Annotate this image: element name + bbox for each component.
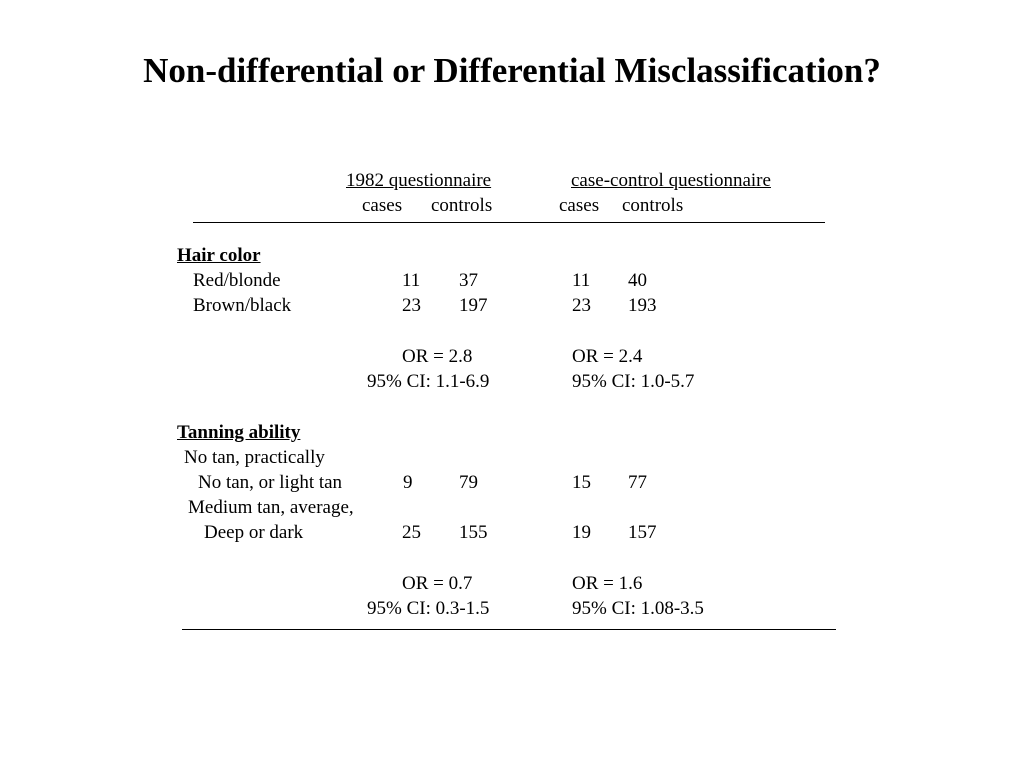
row-label-red-blonde: Red/blonde [193, 270, 281, 291]
cell-1982-cases: 9 [403, 472, 413, 493]
confidence-interval-cc: 95% CI: 1.08-3.5 [572, 598, 704, 619]
odds-ratio-cc: OR = 2.4 [572, 346, 643, 367]
cell-1982-controls: 79 [459, 472, 478, 493]
odds-ratio-1982: OR = 0.7 [402, 573, 473, 594]
header-cases-1982: cases [362, 195, 403, 216]
hair-color-heading: Hair color [177, 245, 261, 266]
confidence-interval-cc: 95% CI: 1.0-5.7 [572, 371, 695, 392]
header-1982-questionnaire: 1982 questionnaire [346, 170, 492, 191]
header-controls-1982: controls [431, 195, 493, 216]
confidence-interval-1982: 95% CI: 1.1-6.9 [367, 371, 490, 392]
cell-cc-cases: 23 [572, 295, 591, 316]
cell-cc-cases: 19 [572, 522, 591, 543]
cell-cc-controls: 157 [628, 522, 657, 543]
cell-1982-cases: 25 [402, 522, 421, 543]
header-cases-cc: cases [559, 195, 600, 216]
odds-ratio-cc: OR = 1.6 [572, 573, 643, 594]
cell-1982-controls: 197 [459, 295, 488, 316]
cell-cc-cases: 11 [572, 270, 591, 291]
tanning-ability-heading: Tanning ability [177, 422, 301, 443]
cell-cc-controls: 193 [628, 295, 657, 316]
cell-1982-controls: 37 [459, 270, 478, 291]
row-label-line1: No tan, practically [184, 447, 325, 468]
row-label-brown-black: Brown/black [193, 295, 292, 316]
row-label-line2: Deep or dark [204, 522, 304, 543]
header-case-control-questionnaire: case-control questionnaire [571, 170, 771, 191]
cell-cc-controls: 40 [628, 270, 647, 291]
row-label-line2: No tan, or light tan [198, 472, 343, 493]
cell-1982-controls: 155 [459, 522, 488, 543]
header-controls-cc: controls [622, 195, 684, 216]
odds-ratio-1982: OR = 2.8 [402, 346, 473, 367]
confidence-interval-1982: 95% CI: 0.3-1.5 [367, 598, 490, 619]
cell-1982-cases: 23 [402, 295, 421, 316]
cell-cc-cases: 15 [572, 472, 591, 493]
header-divider [193, 222, 825, 223]
table-bottom-divider [182, 629, 836, 630]
row-label-line1: Medium tan, average, [188, 497, 354, 518]
cell-cc-controls: 77 [628, 472, 647, 493]
cell-1982-cases: 11 [402, 270, 421, 291]
page-title: Non-differential or Differential Misclassification? [143, 51, 881, 90]
